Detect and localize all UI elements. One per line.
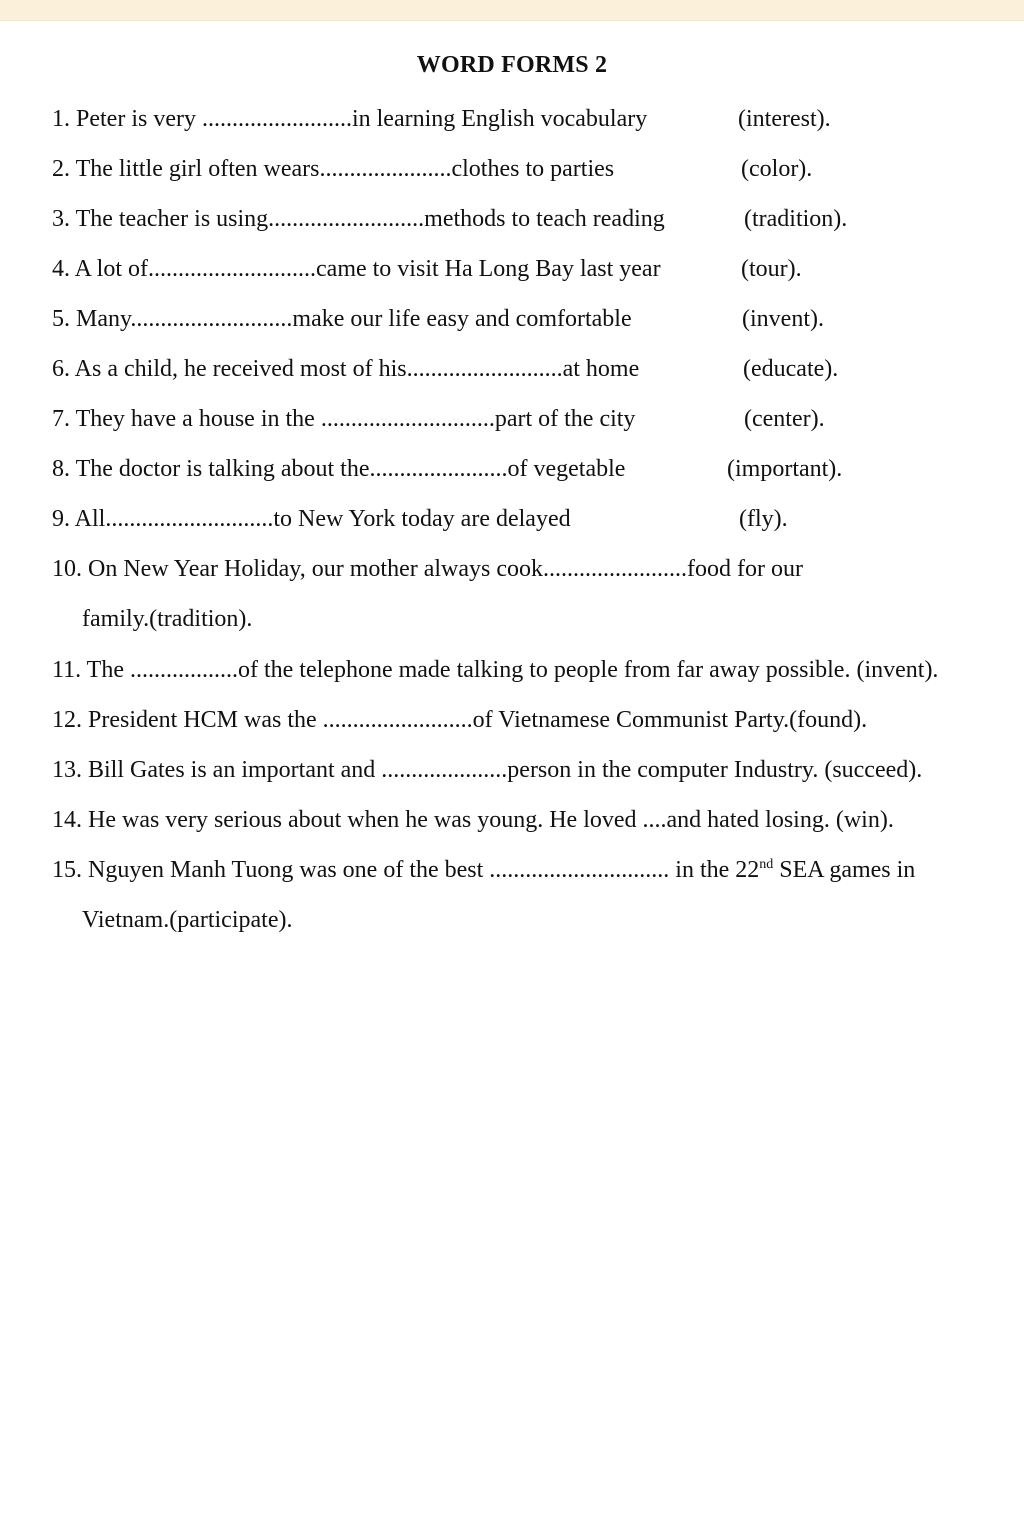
exercise-hint-9: (fly). [739, 506, 788, 532]
exercise-item-9: 9. All............................to New York today are delayed [52, 506, 571, 532]
exercise-item-13: 13. Bill Gates is an important and .....................person in the computer Industry. (succeed). [52, 757, 923, 783]
exercise-item-8: 8. The doctor is talking about the.......................of vegetable [52, 456, 626, 482]
exercise-item-1: 1. Peter is very .........................in learning English vocabulary [52, 106, 648, 132]
exercise-hint-7: (center). [744, 406, 825, 432]
exercise-item-12: 12. President HCM was the .........................of Vietnamese Communist Party.(found). [52, 707, 868, 733]
exercise-hint-8: (important). [727, 456, 843, 482]
exercise-item-15-continuation: Vietnam.(participate). [82, 907, 293, 933]
exercise-item-14: 14. He was very serious about when he was young. He loved ....and hated losing. (win). [52, 807, 894, 833]
exercise-item-10: 10. On New Year Holiday, our mother always cook........................food for our [52, 556, 803, 582]
ordinal-suffix: nd [759, 857, 774, 872]
exercise-item-4: 4. A lot of............................came to visit Ha Long Bay last year [52, 256, 661, 282]
exercise-item-15-text-end: SEA games in [773, 857, 916, 883]
exercise-item-2: 2. The little girl often wears......................clothes to parties [52, 156, 615, 182]
exercise-hint-1: (interest). [738, 106, 831, 132]
exercise-item-15 [52, 855, 915, 885]
exercise-hint-3: (tradition). [744, 206, 848, 232]
exercise-item-11: 11. The ..................of the telephone made talking to people from far away possible. (invent). [52, 657, 939, 683]
exercise-hint-2: (color). [741, 156, 813, 182]
exercise-item-6: 6. As a child, he received most of his..........................at home [52, 356, 640, 382]
exercise-item-3: 3. The teacher is using..........................methods to teach reading [52, 206, 665, 232]
exercise-hint-6: (educate). [743, 356, 839, 382]
exercise-hint-5: (invent). [742, 306, 824, 332]
exercise-item-15-text: 15. Nguyen Manh Tuong was one of the best .............................. in the 22 [52, 857, 760, 883]
exercise-item-5: 5. Many...........................make our life easy and comfortable [52, 306, 632, 332]
exercise-item-7: 7. They have a house in the .............................part of the city [52, 406, 636, 432]
exercise-hint-4: (tour). [741, 256, 802, 282]
exercise-item-10-continuation: family.(tradition). [82, 606, 253, 632]
page-title: WORD FORMS 2 [416, 52, 608, 78]
